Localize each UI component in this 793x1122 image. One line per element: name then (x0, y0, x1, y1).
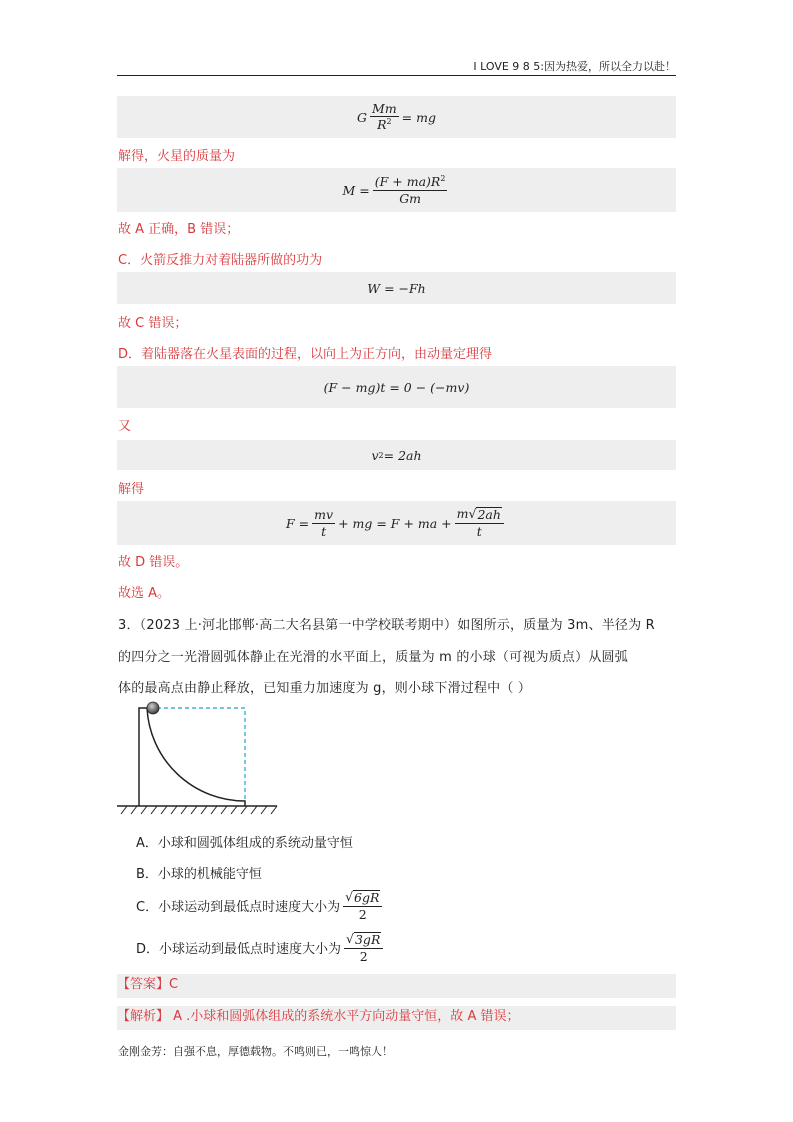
formula-kinematics (117, 440, 676, 470)
option-d-sqrt (346, 932, 381, 947)
option-a[interactable] (136, 832, 353, 851)
question-line-3: 体的最高点由静止释放，已知重力加速度为 g，则小球下滑过程中（ ） (118, 681, 532, 696)
header-rule (117, 75, 676, 76)
eq6-fraction-1 (312, 508, 335, 539)
eq6-sqrt (469, 507, 502, 522)
option-c-fraction (343, 890, 382, 922)
arc-body (139, 708, 245, 806)
analysis-label: 【解析】 (117, 1009, 170, 1024)
text-solve: 解得 (118, 482, 145, 497)
option-d-den: 2 (359, 948, 368, 964)
eq2-den: Gm (399, 190, 422, 206)
option-d-rad: 3gR (354, 932, 381, 947)
eq1-fraction (370, 102, 399, 133)
eq6-num2 (455, 507, 504, 524)
formula-force (117, 501, 676, 545)
sqrt-icon: √ (345, 889, 354, 904)
text-c-wrong: 故 C 错误； (118, 316, 188, 331)
question-line-1: 3．（2023 上·河北邯郸·高二大名县第一中学校联考期中）如图所示，质量为 3m、半径为 R (118, 618, 655, 633)
dashed-outline (157, 708, 245, 801)
sqrt-icon: √ (346, 931, 354, 946)
option-c-rad: 6gR (354, 890, 380, 905)
option-c-num (343, 890, 382, 907)
answer-label: 【答案】C (117, 977, 179, 992)
text-a-correct: 故 A 正确，B 错误； (118, 222, 240, 237)
option-d-fraction (344, 932, 383, 964)
option-b-text: B．小球的机械能守恒 (136, 867, 262, 882)
eq1-den-sup: 2 (386, 117, 392, 127)
page-footer: 金刚金芳：自强不息，厚德载物。不鸣则已，一鸣惊人！ (118, 1045, 393, 1058)
text-solve-mass: 解得，火星的质量为 (118, 149, 236, 164)
eq6-lhs: F = (286, 515, 310, 531)
eq1-den-r: R (377, 117, 387, 133)
formula-mars-mass (117, 168, 676, 212)
eq1-den (375, 117, 394, 132)
eq3-text: W = −Fh (367, 280, 426, 296)
analysis-box (117, 1006, 676, 1030)
formula-work (117, 272, 676, 304)
eq6-num2-pre: m (456, 506, 469, 522)
eq1-rhs: = mg (401, 109, 436, 125)
option-c-den: 2 (358, 906, 367, 922)
option-c-sqrt (345, 890, 380, 905)
option-c[interactable] (136, 890, 385, 922)
text-d-momentum: D．着陆器落在火星表面的过程，以向上为正方向，由动量定理得 (118, 347, 493, 362)
option-d-num (344, 932, 383, 949)
eq6-den2: t (476, 524, 482, 539)
eq6-mid: + mg = F + ma + (338, 515, 452, 531)
ground-hatch (117, 806, 277, 814)
eq6-rad: 2ah (477, 507, 501, 523)
text-choose-a: 故选 A。 (118, 586, 171, 601)
answer-box (117, 974, 676, 998)
eq1-g: G (357, 109, 368, 125)
eq2-num (373, 175, 448, 191)
eq5-rhs: = 2ah (383, 447, 422, 463)
eq4-text: (F − mg)t = 0 − (−mv) (323, 379, 470, 395)
option-a-text: A．小球和圆弧体组成的系统动量守恒 (136, 836, 353, 851)
page-header: I LOVE 9 8 5:因为热爱，所以全力以赴！ (473, 60, 676, 73)
option-d-text: D．小球运动到最低点时速度大小为 (136, 942, 342, 958)
eq5-sup: 2 (378, 450, 384, 460)
formula-momentum (117, 366, 676, 408)
option-b[interactable] (136, 863, 262, 882)
text-c-work: C．火箭反推力对着陆器所做的功为 (118, 253, 323, 268)
eq5-v: v (371, 447, 379, 463)
eq6-den1: t (321, 523, 327, 539)
option-c-text: C．小球运动到最低点时速度大小为 (136, 900, 341, 916)
text-d-wrong: 故 D 错误。 (118, 555, 189, 570)
eq2-num-sup: 2 (440, 173, 446, 183)
eq1-num: Mm (372, 100, 397, 116)
question-line-2: 的四分之一光滑圆弧体静止在光滑的水平面上，质量为 m 的小球（可视为质点）从圆弧 (118, 650, 628, 665)
sqrt-icon: √ (468, 506, 477, 522)
eq2-lhs: M = (342, 182, 370, 198)
eq2-num-text: (F + ma)R (374, 173, 441, 189)
analysis-text: A .小球和圆弧体组成的系统水平方向动量守恒，故 A 错误； (169, 1009, 520, 1024)
text-also: 又 (118, 419, 132, 434)
option-d[interactable] (136, 932, 386, 964)
eq6-num1: mv (314, 506, 334, 522)
formula-gravity (117, 96, 676, 138)
arc-body-figure (117, 700, 287, 820)
ball-icon (147, 702, 159, 714)
eq6-fraction-2 (455, 507, 504, 539)
eq2-fraction (373, 175, 448, 206)
